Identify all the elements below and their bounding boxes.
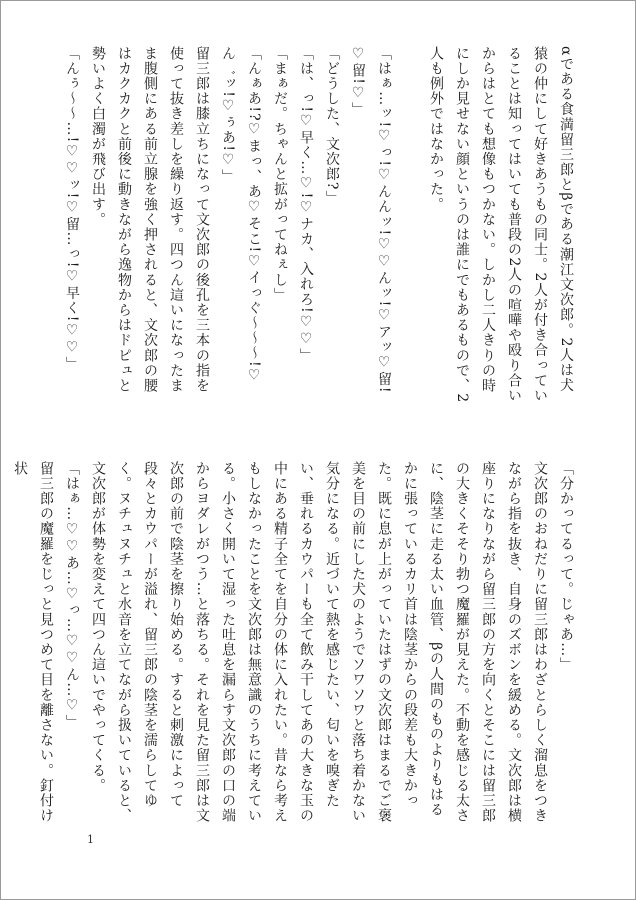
blank-line — [397, 46, 423, 406]
bottom-text-block — [12, 461, 579, 826]
paragraph: αである食満留三郎とβである潮江文次郎。2人は犬猿の仲にして好きあうもの同士。2人が付き合っていることは知ってはいても普段の2人の喧嘩や殴り合いからはとても想像もつかない。しかし二人きりの時にしか見せない顔というのは誰にでもあるもので、2人も例外ではなかった。 — [428, 46, 574, 404]
page-number: 1 — [87, 833, 94, 846]
paragraph: 留三郎は膝立ちになって文次郎の後孔を三本の指を使って抜き差しを繰り返す。四つん這いになったまま腹側にある前立腺を強く押されると、文次郎の腰はカクカクと前後に動きながら逸物からはドピュと勢いよく白濁が飛び出す。 — [90, 46, 210, 394]
dialogue-line: 「分かってるって。じゃあ…」 — [558, 461, 574, 673]
bottom-vertical-text — [12, 461, 579, 826]
dialogue-line: 「んぅ～～…!♡♡ッ!♡留…っ!♡早く!♡♡」 — [64, 46, 80, 372]
dialogue-line: 「んぁあ!?♡まっ、あ♡そこ!♡イっぐ～～～!♡ん゛ッ!♡ぅあ!♡」 — [220, 46, 262, 385]
dialogue-line: 「まぁだ。ちゃんと拡がってねぇし」 — [272, 46, 288, 303]
dialogue-line: 「は、っ!♡早く…♡!♡ナカ、入れろ!♡♡」 — [298, 46, 314, 364]
paragraph: 文次郎のおねだりに留三郎はわざとらしく溜息をつきながら指を抜き、自身のズボンを緩める。文次郎は横座りになりながら留三郎の方を向くとそこには留三郎の大きくそそり勃つ魔羅が見えた。不動を感じる太さに、陰茎に走る太い血管、βの人間のものよりもはるかに張っているカリ首は陰茎からの段差も大きかった。既に息が上がっていたはずの文次郎はまるでご褒美を目の前にした犬のようでソワソワと落ち着かない気分になる。近づいて熱を感じたい、匂いを嗅ぎたい、垂れるカウパーも全て飲み干してあの大きな玉の中にある精子全てを自分の体に入れたい。昔なら考えもしなかったことを文次郎は無意識のうちに考えている。小さく開いて湿った吐息を漏らす文次郎の口の端からヨダレがつう…と落ちる。それを見た留三郎は文次郎の前で陰茎を擦り始める。すると刺激によって段々とカウパーが溢れ、留三郎の陰茎を濡らしてゆく。ヌチュヌチュと水音を立てながら扱いていると、文次郎が体勢を変えて四つん這いでやってくる。 — [90, 461, 548, 824]
dialogue-line: 「どうした、文次郎?」 — [324, 46, 340, 206]
dialogue-line: 「はぁ…ッ!♡っ!♡んんッ!♡♡んッ!♡アッ♡留!♡留!♡」 — [350, 46, 392, 394]
top-vertical-text — [59, 46, 579, 406]
dialogue-line: 「はぁ…♡♡あ…♡っ…♡♡ん…♡」 — [64, 461, 80, 730]
paragraph: 留三郎の魔羅をじっと見つめて目を離さない。釘付け状 — [12, 461, 54, 824]
top-text-block — [59, 46, 579, 406]
